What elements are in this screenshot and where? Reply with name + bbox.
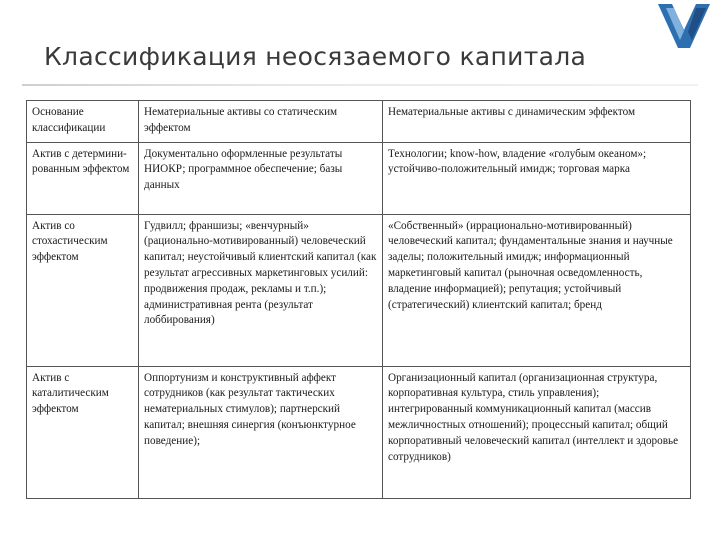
table-row xyxy=(27,366,691,498)
row-dynamic: Организационный капитал (организационная структура, корпоративная культура, стиль управления); интегрированный коммуникационный капитал (массив межличностных отношений); процессный капитал; общий корпоративный человеческий капитал (интеллект и здоровье сотрудников) xyxy=(383,366,691,498)
header-dynamic: Нематериальные активы с динамическим эффектом xyxy=(383,101,691,143)
row-basis: Актив с каталитическим эффектом xyxy=(27,366,139,498)
university-logo-icon xyxy=(652,0,716,56)
classification-table xyxy=(26,100,691,499)
row-basis: Актив со стохастическим эффектом xyxy=(27,214,139,366)
header-static: Нематериальные активы со статическим эффектом xyxy=(139,101,383,143)
row-static: Документально оформленные результаты НИОКР; программное обеспечение; базы данных xyxy=(139,142,383,214)
row-dynamic: «Собственный» (иррационально-мотивированный) человеческий капитал; фундаментальные знания и научные задeлы; положительный имидж; информационный маркетинговый капитал (рыночная осведомленность, владение информацией); репутация; устойчивый (стратегический) клиентский капитал; бренд xyxy=(383,214,691,366)
page-title: Классификация неосязаемого капитала xyxy=(44,42,587,71)
row-static: Оппортунизм и конструктивный аффект сотрудников (как результат тактических нематериальных стимулов); партнерский капитал; внешняя синергия (конъюнктурное поведение); xyxy=(139,366,383,498)
header-basis: Основание классификации xyxy=(27,101,139,143)
row-basis: Актив с детермини-рованным эффектом xyxy=(27,142,139,214)
table-row xyxy=(27,142,691,214)
row-static: Гудвилл; франшизы; «венчурный» (рационально-мотивированный) человеческий капитал; неустойчивый клиентский капитал (как результат агрессивных маркетинговых усилий: продвижения продаж, рекламы и т.п.); административная рента (результат лоббирования) xyxy=(139,214,383,366)
table-header-row xyxy=(27,101,691,143)
table-row xyxy=(27,214,691,366)
row-dynamic: Технологии; know-how, владение «голубым океаном»; устойчиво-положительный имидж; торговая марка xyxy=(383,142,691,214)
title-divider xyxy=(22,84,698,86)
